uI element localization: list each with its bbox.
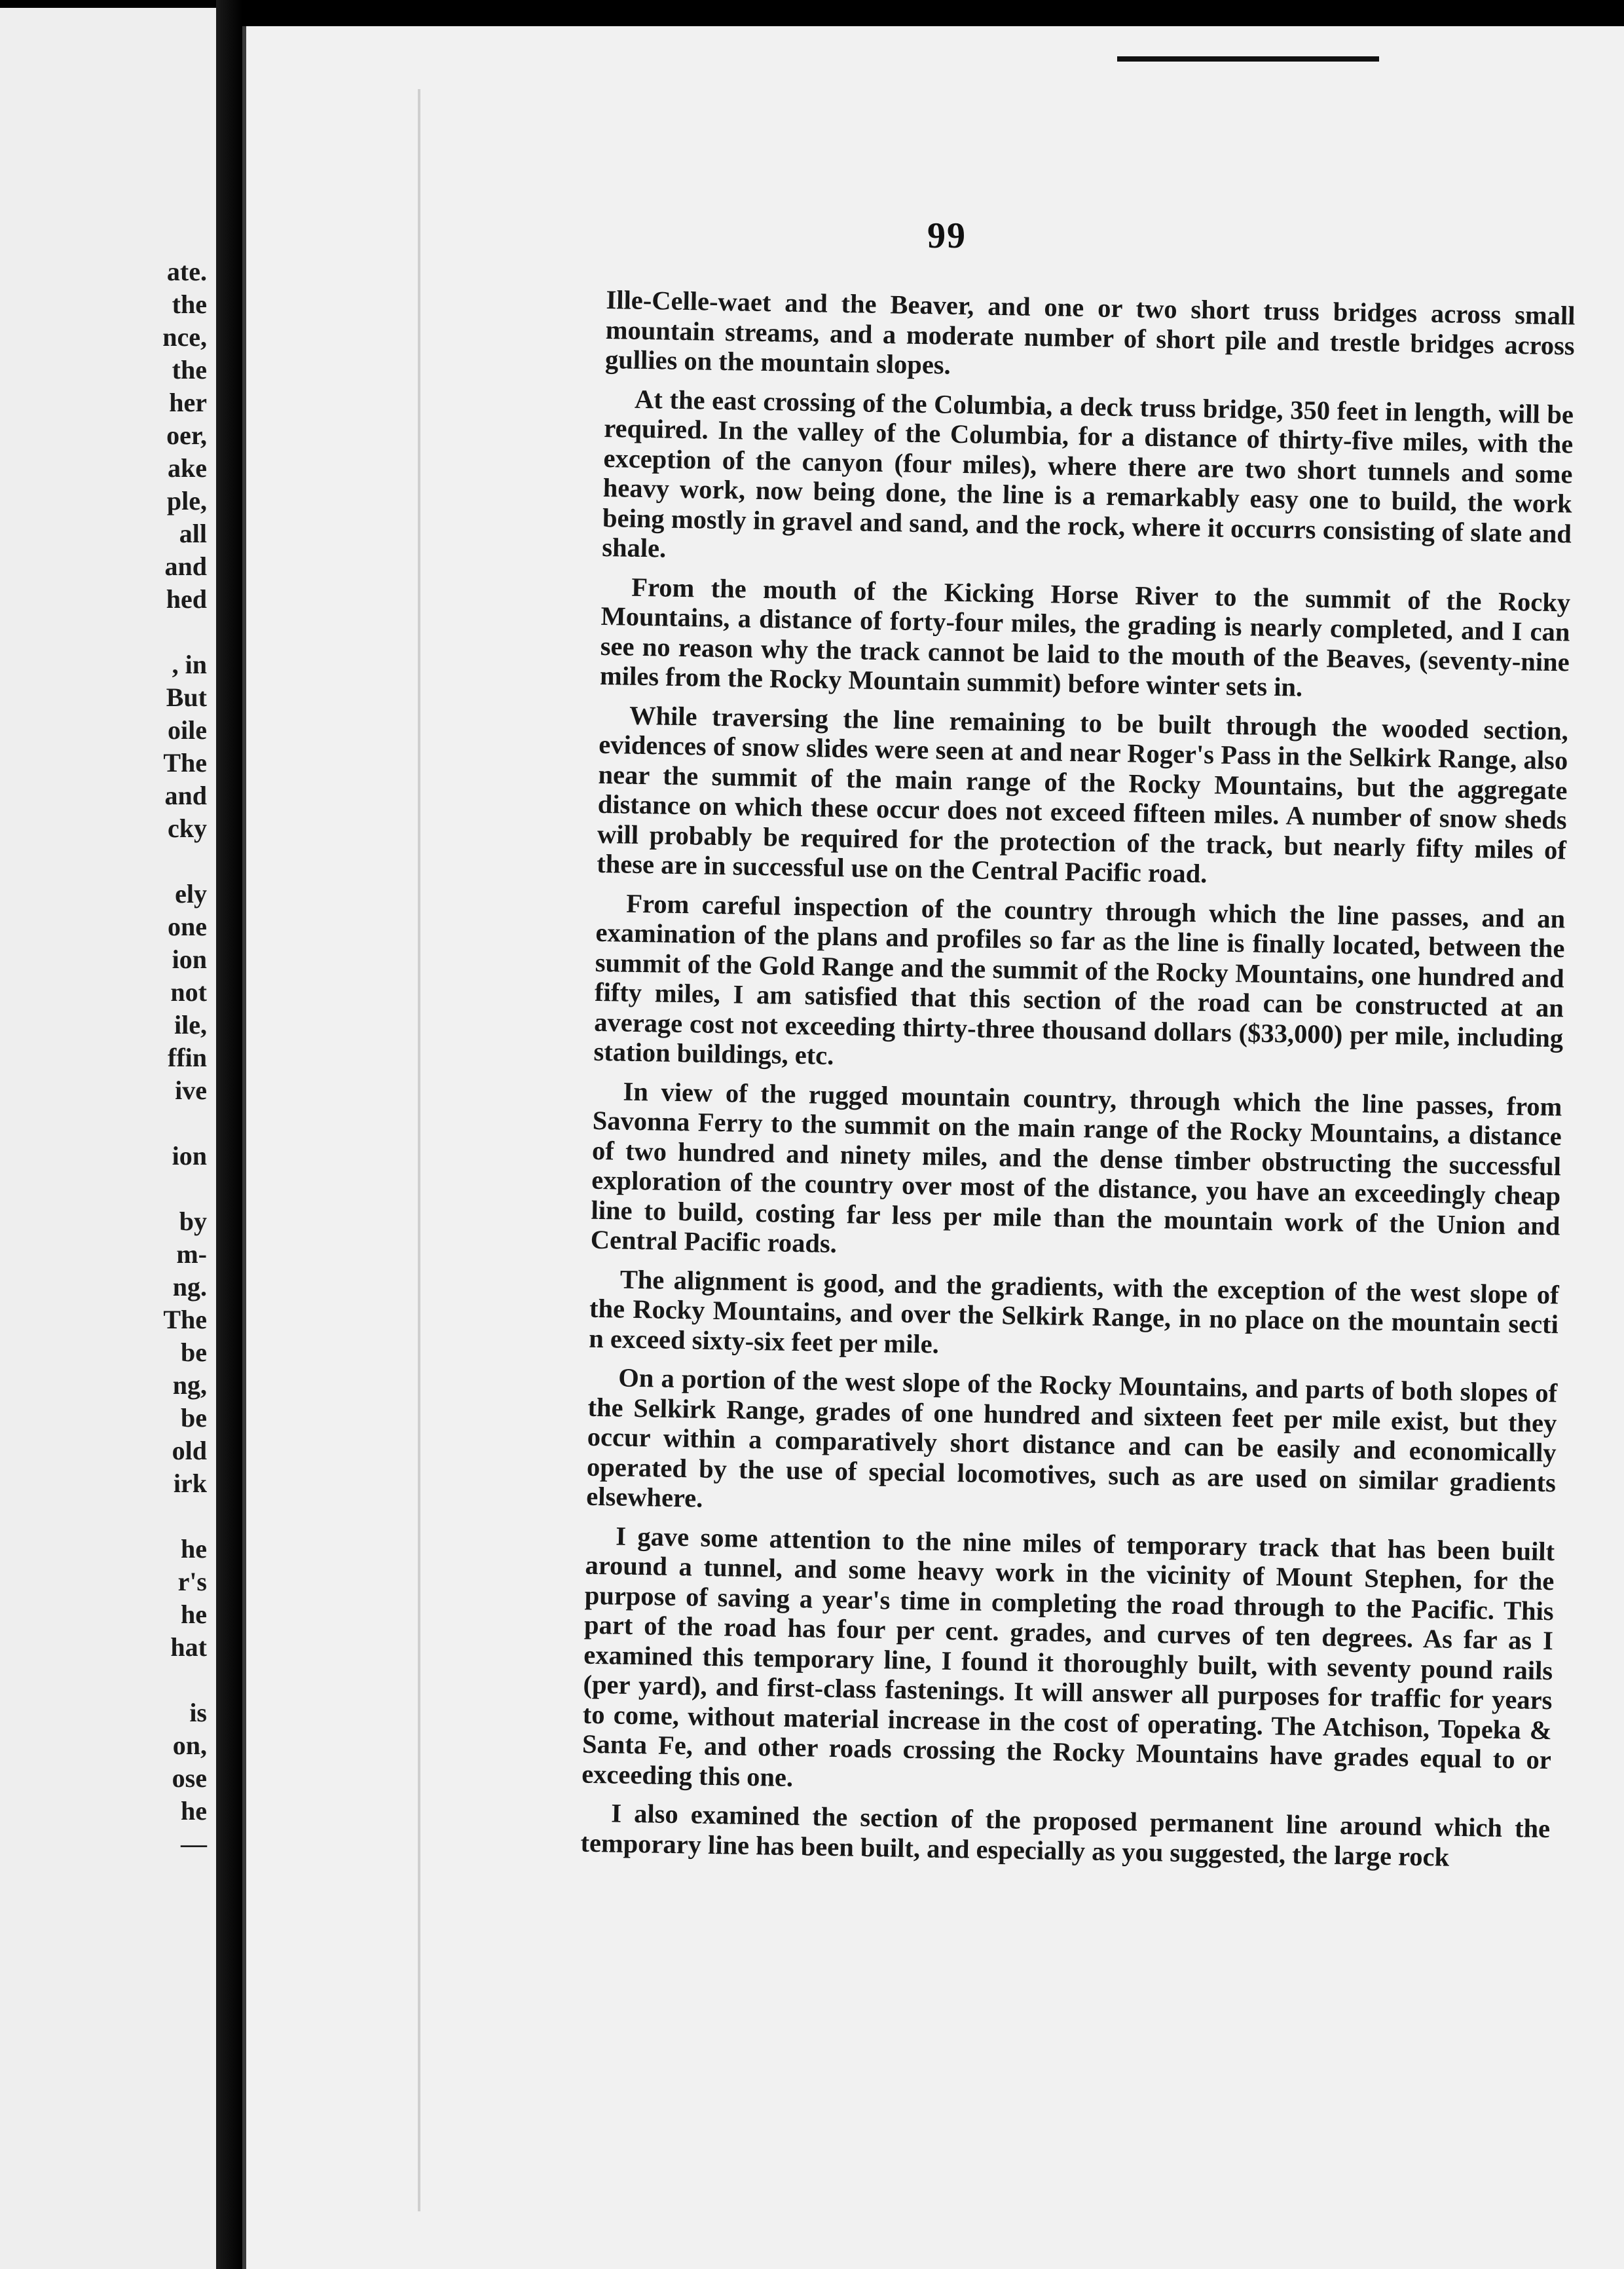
line-fragment: The xyxy=(163,1305,207,1334)
line-fragment: irk xyxy=(173,1469,207,1498)
line-fragment: — xyxy=(181,1829,207,1858)
book-gutter xyxy=(216,0,242,2269)
previous-page-line-ends xyxy=(162,255,207,1860)
paragraph: On a portion of the west slope of the Rocky Mountains, and parts of both slopes of the Selkirk Range, grades of one hundred and sixteen feet per mile exist, but they occur within a comparatively short distance and can be easily and economically operated by the use of special locomotives, such as are used on similar gradients elsewhere. xyxy=(585,1362,1558,1513)
paragraph: The alignment is good, and the gradients, with the exception of the west slope of the Rocky Mountains, and over the Selkirk Range, in no place on the mountain secti n exceed sixty-six feet per mile. xyxy=(588,1264,1560,1359)
page-number: 99 xyxy=(927,216,967,256)
paragraph: While traversing the line remaining to be built through the wooded section, evidences of snow slides were seen at and near Roger's Pass in the Selkirk Range, also near the summit of the main range of the Rocky Mountains, but the aggregate distance on which these occur does not exceed fifteen miles. A number of snow sheds will probably be required for the protection of the track, but nearly fifty miles of these are in successful use on the Central Pacific road. xyxy=(596,700,1569,889)
line-fragment: hat xyxy=(170,1632,207,1662)
line-fragment xyxy=(162,1172,207,1205)
line-fragment: But xyxy=(166,683,207,712)
paragraph: From the mouth of the Kicking Horse River to the summit of the Rocky Mountains, a distance of forty-four miles, the grading is nearly completed, and I can see no reason why the track cannot be laid to the mouth of the Beaves, (seventy-nine miles from the Rocky Mountain summit) before winter sets in. xyxy=(599,572,1571,702)
line-fragment: , in xyxy=(172,650,207,679)
line-fragment: r's xyxy=(177,1567,207,1596)
previous-page-strip xyxy=(0,8,216,2269)
line-fragment: and xyxy=(164,781,207,810)
line-fragment: cky xyxy=(168,814,207,843)
line-fragment: on, xyxy=(172,1731,207,1760)
line-fragment: ake xyxy=(168,453,207,483)
line-fragment: ose xyxy=(172,1763,207,1793)
line-fragment: her xyxy=(169,388,207,417)
line-fragment: oer, xyxy=(166,421,207,450)
paragraph: From careful inspection of the country through which the line passes, and an examination of the plans and profiles so far as the line is finally located, between the summit of the Gold Range and the summit of the Rocky Mountains, one hundred and fifty miles, I am satisfied that this section of the road can be constructed at an average cost not exceeding thirty-three thousand dollars ($33,000) per mile, including station buildings, etc. xyxy=(593,888,1566,1070)
line-fragment: old xyxy=(172,1436,207,1465)
page-edge-mark xyxy=(1117,56,1379,62)
line-fragment: ng, xyxy=(172,1370,207,1400)
line-fragment: ng. xyxy=(172,1272,207,1302)
line-fragment: not xyxy=(170,977,207,1007)
line-fragment: ely xyxy=(175,879,207,909)
paragraph: I also examined the section of the proposed permanent line around which the temporary line has been built, and especially as you suggested, the large rock xyxy=(580,1798,1551,1872)
line-fragment: ion xyxy=(172,945,207,974)
line-fragment: ffin xyxy=(168,1043,207,1072)
line-fragment: oile xyxy=(168,715,207,745)
line-fragment: be xyxy=(181,1338,207,1367)
document-page xyxy=(242,26,1624,2269)
page-fold-line xyxy=(418,89,420,2211)
line-fragment: he xyxy=(181,1534,207,1564)
paragraph: Ille-Celle-waet and the Beaver, and one or two short truss bridges across small mountain streams, and a moderate number of short pile and trestle bridges across gullies on the mountain slopes. xyxy=(604,285,1576,380)
line-fragment: one xyxy=(168,912,207,941)
line-fragment: ive xyxy=(175,1076,207,1105)
line-fragment: be xyxy=(181,1403,207,1433)
line-fragment xyxy=(162,1107,207,1140)
line-fragment: hed xyxy=(166,584,207,614)
line-fragment: by xyxy=(179,1207,207,1236)
paragraph: I gave some attention to the nine miles of temporary track that has been built around a tunnel, and some heavy work in the vicinity of Mount Stephen, for the purpose of saving a year's time in completing the road through to the Pacific. This part of the road has four per cent. grades, and curves of ten degrees. As far as I examined this temporary line, I found it thoroughly built, with seventy pound rails (per yard), and first-class fastenings. It will answer all purposes for traffic for years to come, without material increase in the cost of operating. The Atchison, Topeka & Santa Fe, and other roads crossing the Rocky Mountains have grades equal to or exceeding this one. xyxy=(581,1521,1555,1792)
line-fragment: ate. xyxy=(166,257,207,286)
line-fragment xyxy=(162,1664,207,1697)
line-fragment: the xyxy=(172,290,207,319)
line-fragment: m- xyxy=(176,1239,207,1269)
line-fragment: nce, xyxy=(162,322,207,352)
line-fragment: and xyxy=(164,552,207,581)
line-fragment: The xyxy=(163,748,207,778)
paragraph: In view of the rugged mountain country, through which the line passes, from Savonna Ferry to the summit on the main range of the Rocky Mountains, a distance of two hundred and ninety miles, and the dense timber obstructing the successful exploration of the country over most of the distance, you have an exceedingly cheap line to build, costing far less per mile than the mountain work of the Union and Central Pacific roads. xyxy=(590,1076,1562,1259)
line-fragment: the xyxy=(172,355,207,384)
line-fragment: ion xyxy=(172,1141,207,1171)
line-fragment: is xyxy=(189,1698,207,1727)
line-fragment xyxy=(162,616,207,648)
line-fragment: all xyxy=(179,519,207,548)
line-fragment: ile, xyxy=(174,1010,207,1040)
line-fragment: he xyxy=(181,1600,207,1629)
line-fragment xyxy=(162,1500,207,1533)
paragraph: At the east crossing of the Columbia, a deck truss bridge, 350 feet in length, will be required. In the valley of the Columbia, for a distance of thirty-five miles, with the exception of the canyon (four miles), where there are two short tunnels and some heavy work, now being done, the line is a remarkably easy one to build, the work being mostly in gravel and sand, and the rock, where it occurrs consisting of slate and shale. xyxy=(601,384,1574,563)
body-text xyxy=(580,285,1576,1883)
line-fragment xyxy=(162,845,207,878)
line-fragment: ple, xyxy=(166,486,207,516)
line-fragment: he xyxy=(181,1796,207,1826)
